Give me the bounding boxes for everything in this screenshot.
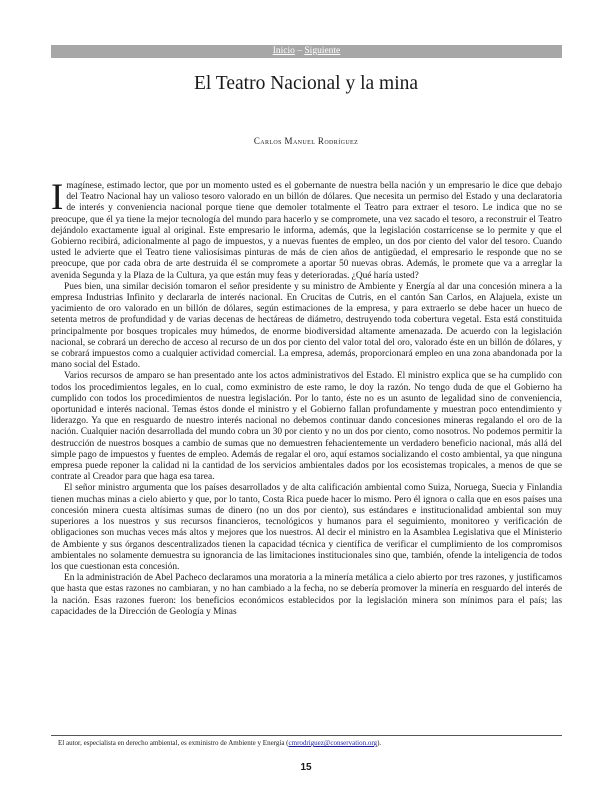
article-body <box>51 177 562 618</box>
author-name: Carlos Manuel Rodríguez <box>253 136 359 146</box>
inicio-link[interactable]: Inicio <box>272 46 295 56</box>
paragraph-2: Pues bien, una similar decisión tomaron el señor presidente y su ministro de Ambiente y Energía al dar una concesión minera a la empresa Industrias Infinito y declararla de interés nacional. En Crucitas de Cutris, en el cantón San Carlos, en Alajuela, existe un yacimiento de oro valorado en un billón de dólares, según estimaciones de la empresa, y para extraerlo se debe hacer un hueco de setenta metros de profundidad y de varias decenas de hectáreas de diámetro, destruyendo toda cobertura vegetal. Esta está constituida principalmente por bosques tropicales muy húmedos, de enorme biodiversidad altamente amenazada. De acuerdo con la legislación nacional, se cobrará un derecho de acceso al recurso de un dos por ciento del valor total del oro, valorado éste en un billón de dólares, y se cobrará impuestos como a cualquier actividad comercial. La empresa, además, proporcionará empleo en una zona abandonada por la mano social del Estado. <box>51 281 562 371</box>
footnote-text: El autor, especialista en derecho ambiental, es exministro de Ambiente y Energía ( <box>58 739 289 747</box>
nav-separator: – <box>297 46 303 56</box>
paragraph-3: Varios recursos de amparo se han presentado ante los actos administrativos del Estado. El ministro explica que se ha cumplido con todos los procedimientos legales, en lo cual, como exministro de este ramo, le doy la razón. No tengo duda de que el Gobierno ha cumplido con todos los procedimientos de nuestra legislación. Por lo tanto, éste no es un asunto de legalidad sino de conveniencia, oportunidad e interés nacional. Temas éstos donde el ministro y el Gobierno fallan profundamente y muestran poco entendimiento y liderazgo. Ya que en resguardo de nuestro interés nacional no debemos continuar dando concesiones mineras regalando el oro de la nación. Cualquier nación desarrollada del mundo cobra un 30 por ciento y no un dos por ciento, como nosotros. No podemos permitir la destrucción de nuestros bosques a cambio de sumas que no demuestren fehacientemente un verdadero beneficio nacional, más allá del simple pago de impuestos y fuentes de empleo. Además de regalar el oro, aquí estamos socializando el costo ambiental, ya que ninguna empresa puede reponer la calidad ni la cantidad de los servicios ambientales dados por los ecosistemas tropicales, a menos de que se contrate al Creador para que haga esa tarea. <box>51 371 562 483</box>
navigation-bar <box>51 45 562 58</box>
article-title: El Teatro Nacional y la mina <box>193 73 419 94</box>
footnote <box>58 739 562 748</box>
paragraph-1 <box>51 177 562 282</box>
paragraph-4: El señor ministro argumenta que los países desarrollados y de alta calificación ambiental como Suiza, Noruega, Suecia y Finlandia tienen muchas minas a cielo abierto y que, por lo tanto, Costa Rica puede hacer lo mismo. Pero él ignora o calla que en esos países una concesión minera cuesta altísimas sumas de dinero (no un dos por ciento), sus estándares e institucionalidad ambiental son muy superiores a los nuestros y sus recursos financieros, tecnológicos y humanos para el seguimiento, monitoreo y verificación de obligaciones son muchas veces más altos y mejores que los nuestros. Al decir el ministro en la Asamblea Legislativa que el Ministerio de Ambiente y sus órganos descentralizados tienen la capacidad técnica y científica de verificar el cumplimiento de los compromisos ambientales no solamente demuestra su ignorancia de las limitaciones institucionales sino que, también, ofende la inteligencia de todos los que cuestionan esta concesión. <box>51 483 562 572</box>
footnote-divider <box>51 735 562 736</box>
footnote-suffix: ). <box>377 739 382 747</box>
paragraph-text: magínese, estimado lector, que por un momento usted es el gobernante de nuestra bella nación y un empresario le dice que debajo del Teatro Nacional hay un valioso tesoro valorado en un billón de dólares. Que necesita un permiso del Estado y una declaratoria de interés y conveniencia nacional porque tiene que demoler totalmente el Teatro para extraer el tesoro. Le indica que no se preocupe, que él ya tiene la mejor tecnología del mundo para hacerlo y se compromete, una vez sacado el tesoro, a reconstruir el Teatro dejándolo exactamente igual al original. Este empresario le informa, además, que la legislación costarricense se lo permite y que el Gobierno recibirá, adicionalmente al pago de impuestos, y a nuevas fuentes de empleo, un dos por ciento del valor del tesoro. Cuando usted le advierte que el Teatro tiene valiosísimas pinturas de más de cien años de antigüedad, el empresario le responde que no se preocupe, que por cada obra de arte destruida él se compromete a aportar 50 nuevas obras. Además, le promete que va a arreglar la avenida Segunda y la Plaza de la Cultura, ya que están muy feas y deterioradas. ¿Qué haría usted? <box>51 181 562 281</box>
drop-cap: I <box>51 177 64 218</box>
paragraph-5: En la administración de Abel Pacheco declaramos una moratoria a la minería metálica a cielo abierto por tres razones, y justificamos que hasta que estas razones no cambiaran, y no han cambiado a la fecha, no se debería promover la minería en resguardo del interés de la nación. Esas razones fueron: los beneficios económicos establecidos por la legislación minera son mínimos para el país; las capacidades de la Dirección de Geología y Minas <box>51 573 562 617</box>
author-email-link[interactable]: cmrodriguez@conservation.org <box>288 739 378 747</box>
siguiente-link[interactable]: Siguiente <box>304 46 341 56</box>
page-number: 15 <box>300 762 312 773</box>
